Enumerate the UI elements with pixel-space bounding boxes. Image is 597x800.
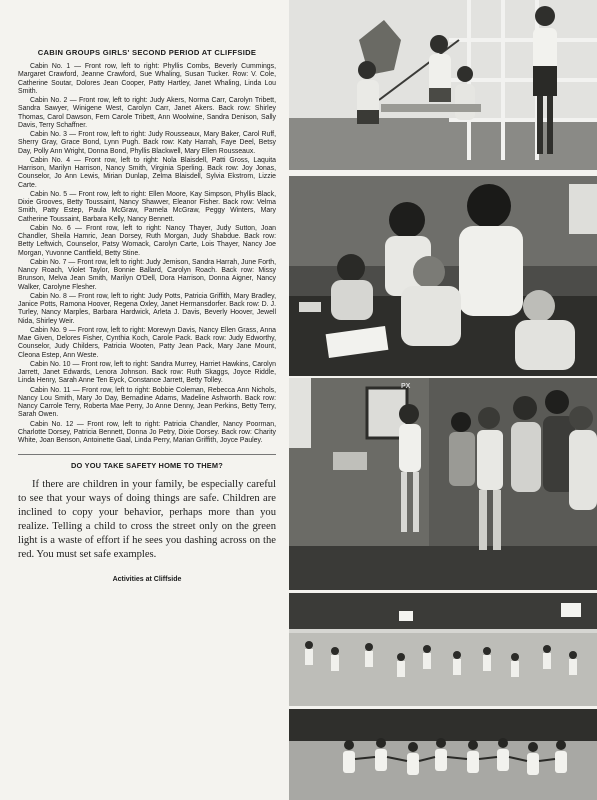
cabin-paragraph: Cabin No. 4 — Front row, left to right: Nola Blaisdell, Patti Gross, Laquita Harrison, Marilyn Harrison, Nancy Smith, Virginia Sperling. Back row: Joy Jonas, Counselor, Jo Ann Lewis, Mirian Dunlap, Zelma Blaisdell, Sylvia Ekstrom, Lizzie Carte. (18, 156, 276, 189)
photo-girls-by-fence (289, 0, 597, 170)
photo-crafts-table (289, 176, 597, 376)
cabin-paragraph: Cabin No. 7 — Front row, left to right: Judy Jemison, Sandra Harrah, June Forth, Nancy Roach, Violet Taylor, Bonnie Ballard, Carolyn Roach. Back row: Missy Brunson, Melva Jean Smith, Marilyn O'Dell, Dora Harrison, Donna Aigner, Nancy Walker, Carolyne Flesher. (18, 258, 276, 291)
cabin-paragraph: Cabin No. 11 — Front row, left to right: Bobbie Coleman, Rebecca Ann Nichols, Nancy Lou Smith, Mary Jo Day, Bernadine Adams, Madeline Ashworth. Back row: Nancy Carrole Terry, Roberta Mae Perry, Jo Anne Denny, Jean Perkins, Betty Terry, Sarah Owen. (18, 386, 276, 419)
cabin-paragraph: Cabin No. 6 — Front row, left to right: Nancy Thayer, Judy Sutton, Joan Chandler, Sheila Hamric, Jean Dorsey, Ruth Morgan, Judy Shabdue. Back row: Betty Leftwich, Counselor, Patsy Womack, Carolyn Carte, Lois Thayer, Nancy Joe Morgan, Yuvonne Cantfield, Betty Stine. (18, 224, 276, 257)
cabin-groups-title: CABIN GROUPS GIRLS' SECOND PERIOD AT CLIFFSIDE (37, 48, 257, 57)
photo-column (289, 0, 597, 800)
photo-playfield-dance (289, 593, 597, 706)
cabin-paragraph: Cabin No. 10 — Front row, left to right: Sandra Murrey, Harriet Hawkins, Carolyn Jarrett, Janet Edwards, Lenora Johnson. Back row: Ruth Skaggs, Joyce Riddle, Linda Henry, Sarah Anne Ten Eyck, Constance Jarrett, Betty Tolley. (18, 360, 276, 385)
cabin-paragraph: Cabin No. 2 — Front row, left to right: Judy Akers, Norma Carr, Carolyn Tribett, Sandra Sawyer, Winigene West, Carolyn Carr, Janet Akers. Back row: Shirley Thomas, Carol Dawson, Fern Carole Tribett, Ann Woolwine, Sandra Denison, Sally Davis, Terry Schaffner. (18, 97, 276, 129)
photo-caption: Activities at Cliffside (112, 575, 182, 583)
text-column (18, 22, 276, 583)
photo-circle-games (289, 709, 597, 800)
cabin-paragraph: Cabin No. 9 — Front row, left to right: Morewyn Davis, Nancy Ellen Grass, Anna Mae Given, Delores Fisher, Cynthia Koch, Carole Pack. Back row: Judy Edworthy, Counselor, Judy Childers, Patricia Wooten, Patty Jean Pack, Mary Jane Mount, Cleona Estep, Ann Weste. (18, 326, 276, 359)
cabin-paragraph: Cabin No. 12 — Front row, left to right: Patricia Chandler, Nancy Poorman, Charlotte Dorsey, Patricia Bennett, Donna Jo Petry, Dixie Dorsey. Back row: Charity White, Joan Benson, Antoinette Gaal, Linda Perry, Marian Griffith, Joyce Pauley. (18, 420, 276, 444)
cabin-paragraph: Cabin No. 1 — Front row, left to right: Phyllis Combs, Beverly Cummings, Margaret Crawford, Jeanne Crawford, Sue Whaling, Susan Tucker. Row: V. Cole, Catherine Soutar, Dolores Jean Cooper, Patty Hartley, Janet Whaling, Linda Lou Smith. (18, 63, 276, 95)
cabin-paragraph: Cabin No. 5 — Front row, left to right: Ellen Moore, Kay Simpson, Phyllis Black, Dixie Grooves, Betty Toussaint, Nancy Shawver, Eleanor Fisher. Back row: Velma Smith, Patty Estep, Paula McGraw, Pamela McGraw, Peggy Winters, Mary Catherine Toussaint, Barbara Kelly, Nancy Bennett. (18, 190, 276, 223)
safety-heading: DO YOU TAKE SAFETY HOME TO THEM? (70, 461, 224, 471)
safety-body: If there are children in your family, be especially careful to see that your ways of doing things are safe. Children are inclined to copy your behavior, perhaps more than you realize. Telling a child to cross the street only on the green light is a waste of effort if he sees you dashing across on the red. You must set safe examples. (18, 479, 276, 560)
section-divider (18, 454, 276, 455)
cabin-paragraph: Cabin No. 8 — Front row, left to right: Judy Potts, Patricia Griffith, Mary Bradley, Janice Potts, Ramona Hoover, Regena Oxley, Janet Hermansdorfer. Back row: D. J. Turley, Nancy Marples, Barbara Hardwick, Arleta J. Davis, Beverly Hoover, Jewell Nida, Shirley Weir. (18, 292, 276, 325)
px-sign-text: PX (401, 383, 411, 390)
photo-canteen-line (289, 378, 597, 590)
cabin-list (18, 63, 276, 445)
cabin-paragraph: Cabin No. 3 — Front row, left to right: Judy Rousseaux, Mary Baker, Carol Ruff, Sherry Gray, Grace Bond, Lynn Pugh. Back row: Katy Harrah, Faye Deel, Betsy Day, Polly Ann Wright, Donna Bond, Phyllis Blackwell, Mary Ellen Rousseaux. (18, 131, 276, 155)
